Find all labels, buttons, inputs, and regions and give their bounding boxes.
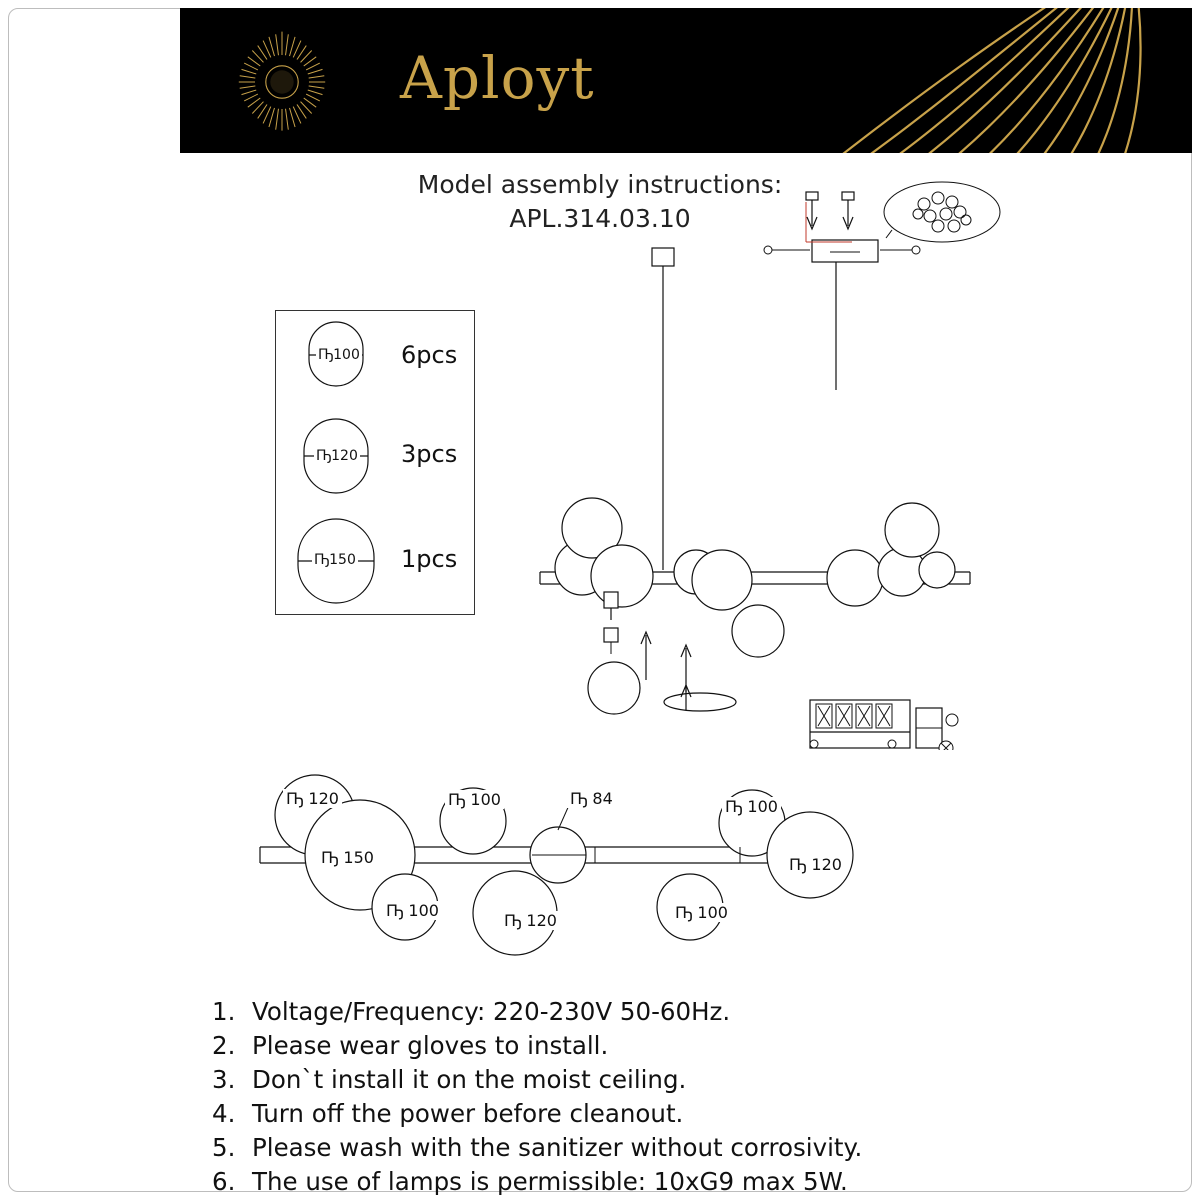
list-item-text: Don`t install it on the moist ceiling. [252, 1065, 687, 1094]
dimension-label: Ҧ 120 [283, 789, 342, 808]
list-item-text: Voltage/Frequency: 220-230V 50-60Hz. [252, 997, 731, 1026]
list-item-text: Turn off the power before cleanout. [252, 1099, 684, 1128]
instructions-list [212, 995, 1072, 1199]
list-item-number: 1. [212, 997, 236, 1026]
dimension-label: Ҧ 150 [318, 848, 377, 867]
dimension-label: Ҧ 100 [722, 797, 781, 816]
list-item-number: 4. [212, 1099, 236, 1128]
part-row [276, 509, 476, 609]
assembly-diagram [500, 180, 1020, 750]
dimension-label: Ҧ 120 [786, 855, 845, 874]
part-row [276, 406, 476, 506]
terminal-block-detail [810, 700, 958, 750]
list-item [212, 1097, 1072, 1130]
part-quantity-label: 3pcs [401, 440, 458, 468]
sunburst-icon [228, 28, 336, 136]
list-item [212, 1165, 1072, 1198]
model-number: APL.314.03.10 [509, 204, 691, 233]
part-diameter-label: Ҧ100 [318, 347, 360, 363]
list-item [212, 1029, 1072, 1062]
list-item-number: 5. [212, 1133, 236, 1162]
instructions-title: Model assembly instructions: [417, 170, 783, 199]
list-item-number: 3. [212, 1065, 236, 1094]
dimension-label: Ҧ 120 [501, 911, 560, 930]
list-item-number: 2. [212, 1031, 236, 1060]
part-diameter-label: Ҧ120 [316, 448, 358, 464]
list-item-number: 6. [212, 1167, 236, 1196]
dimension-label: Ҧ 100 [383, 901, 442, 920]
dimension-label: Ҧ 100 [672, 903, 731, 922]
part-row [276, 311, 476, 411]
list-item [212, 1063, 1072, 1096]
list-item [212, 1131, 1072, 1164]
palm-rays-icon [782, 8, 1192, 153]
header-banner [180, 8, 1192, 153]
brand-logo-text: Aployt [400, 44, 595, 112]
list-item-text: Please wear gloves to install. [252, 1031, 609, 1060]
part-quantity-label: 6pcs [401, 341, 458, 369]
parts-list-box [275, 310, 475, 615]
list-item [212, 995, 1072, 1028]
dimension-label: Ҧ 84 [567, 789, 616, 808]
part-quantity-label: 1pcs [401, 545, 458, 573]
part-diameter-label: Ҧ150 [314, 552, 356, 568]
dimension-label: Ҧ 100 [445, 790, 504, 809]
list-item-text: The use of lamps is permissible: 10xG9 max 5W. [252, 1167, 848, 1196]
list-item-text: Please wash with the sanitizer without corrosivity. [252, 1133, 863, 1162]
